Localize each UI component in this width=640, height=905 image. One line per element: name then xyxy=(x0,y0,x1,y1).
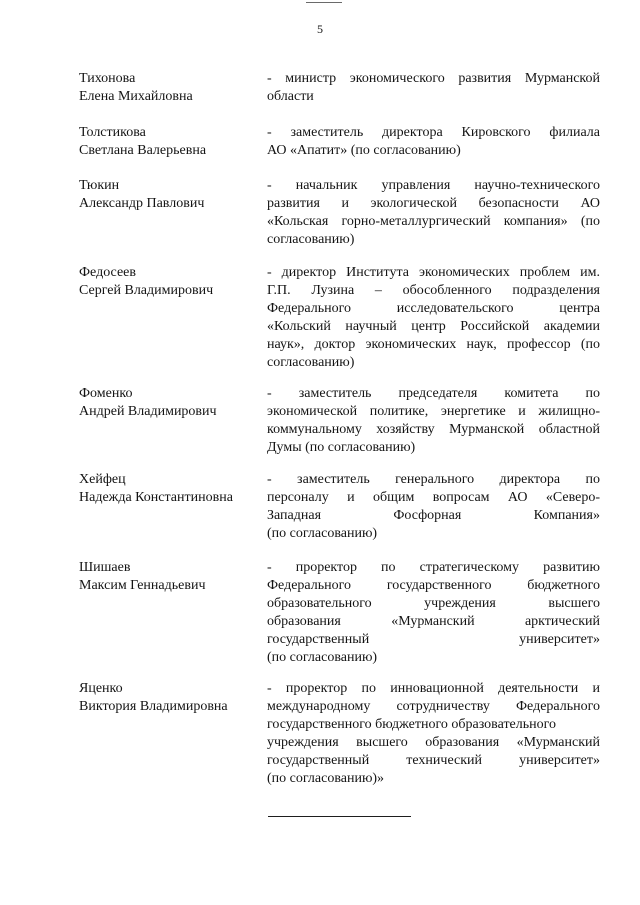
position-line: (по согласованию) xyxy=(267,526,378,541)
member-surname: Тихонова xyxy=(79,71,136,86)
member-name xyxy=(79,559,264,595)
page-number: 5 xyxy=(317,22,323,36)
position-line: «Кольский научный центр Российской академии xyxy=(267,319,600,334)
member-given-names: Сергей Владимирович xyxy=(79,283,214,298)
member-position xyxy=(267,177,600,249)
position-line: государственный технический университет» xyxy=(267,753,600,768)
member-name xyxy=(79,680,264,716)
position-line: (по согласованию)» xyxy=(267,771,385,786)
position-line: наук», доктор экономических наук, профессор (по xyxy=(267,337,600,352)
member-name xyxy=(79,471,264,507)
position-line: - заместитель председателя комитета по xyxy=(267,386,600,401)
position-line: согласованию) xyxy=(267,355,355,370)
position-line: развития и экологической безопасности АО xyxy=(267,196,600,211)
position-line: Думы (по согласованию) xyxy=(267,440,416,455)
position-line: образовательного учреждения высшего xyxy=(267,596,600,611)
position-line: Федерального государственного бюджетного xyxy=(267,578,600,593)
position-line: - проректор по инновационной деятельности и xyxy=(267,681,600,696)
member-position xyxy=(267,264,600,372)
member-name xyxy=(79,70,264,106)
member-position xyxy=(267,124,600,160)
position-line: коммунальному хозяйству Мурманской областной xyxy=(267,422,600,437)
position-line: области xyxy=(267,89,314,104)
member-surname: Федосеев xyxy=(79,265,136,280)
position-line: (по согласованию) xyxy=(267,650,378,665)
position-line: образования «Мурманский арктический xyxy=(267,614,600,629)
member-surname: Яценко xyxy=(79,681,123,696)
member-surname: Хейфец xyxy=(79,472,126,487)
position-line: государственного бюджетного образовательного xyxy=(267,717,557,732)
member-surname: Шишаев xyxy=(79,560,131,575)
position-line: международному сотрудничеству Федерального xyxy=(267,699,600,714)
member-position xyxy=(267,559,600,667)
member-surname: Фоменко xyxy=(79,386,133,401)
member-position xyxy=(267,680,600,788)
member-given-names: Виктория Владимировна xyxy=(79,699,228,714)
member-name xyxy=(79,385,264,421)
member-given-names: Андрей Владимирович xyxy=(79,404,217,419)
member-position xyxy=(267,471,600,543)
end-rule xyxy=(268,816,411,817)
member-position xyxy=(267,70,600,106)
position-line: экономической политике, энергетике и жилищно- xyxy=(267,404,600,419)
position-line: - заместитель директора Кировского филиала xyxy=(267,125,600,140)
member-name xyxy=(79,264,264,300)
member-surname: Толстикова xyxy=(79,125,146,140)
position-line: - директор Института экономических проблем им. xyxy=(267,265,600,280)
position-line: государственный университет» xyxy=(267,632,600,647)
position-line: согласованию) xyxy=(267,232,355,247)
member-position xyxy=(267,385,600,457)
member-surname: Тюкин xyxy=(79,178,120,193)
member-name xyxy=(79,177,264,213)
member-name xyxy=(79,124,264,160)
member-given-names: Елена Михайловна xyxy=(79,89,193,104)
position-line: персоналу и общим вопросам АО «Северо- xyxy=(267,490,600,505)
position-line: Западная Фосфорная Компания» xyxy=(267,508,600,523)
member-given-names: Надежда Константиновна xyxy=(79,490,233,505)
member-given-names: Светлана Валерьевна xyxy=(79,143,207,158)
position-line: Федерального исследовательского центра xyxy=(267,301,600,316)
position-line: - министр экономического развития Мурманской xyxy=(267,71,600,86)
member-given-names: Александр Павлович xyxy=(79,196,205,211)
position-line: - заместитель генерального директора по xyxy=(267,472,600,487)
position-line: - проректор по стратегическому развитию xyxy=(267,560,600,575)
top-rule xyxy=(306,2,342,3)
position-line: - начальник управления научно-технического xyxy=(267,178,600,193)
member-given-names: Максим Геннадьевич xyxy=(79,578,206,593)
position-line: АО «Апатит» (по согласованию) xyxy=(267,143,461,158)
position-line: «Кольская горно-металлургический компания» (по xyxy=(267,214,600,229)
position-line: Г.П. Лузина – обособленного подразделения xyxy=(267,283,600,298)
position-line: учреждения высшего образования «Мурманский xyxy=(267,735,600,750)
